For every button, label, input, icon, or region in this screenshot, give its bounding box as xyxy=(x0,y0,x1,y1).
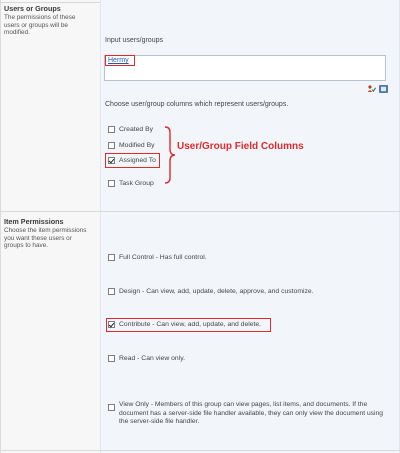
task-group-checkbox[interactable] xyxy=(108,180,115,187)
created-by-label: Created By xyxy=(119,126,154,133)
permission-full-control[interactable] xyxy=(108,254,207,261)
read-checkbox[interactable] xyxy=(108,355,115,362)
annotation-brace xyxy=(164,126,176,186)
permissions-section-description: Choose the item permissions you want these users or groups to have. xyxy=(4,227,87,250)
bottom-divider xyxy=(0,450,400,451)
column-option-task-group[interactable] xyxy=(108,180,154,187)
task-group-label: Task Group xyxy=(119,180,154,187)
top-divider xyxy=(0,2,100,3)
permissions-section-title: Item Permissions xyxy=(4,217,64,226)
people-picker-tools xyxy=(367,84,388,93)
users-section-title: Users or Groups xyxy=(4,4,61,13)
full-control-checkbox[interactable] xyxy=(108,254,115,261)
resolved-user-token[interactable] xyxy=(105,55,135,66)
view-only-checkbox[interactable] xyxy=(108,404,115,411)
permission-design[interactable] xyxy=(108,288,314,295)
permission-contribute[interactable] xyxy=(108,321,261,328)
column-option-modified-by[interactable] xyxy=(108,142,155,149)
permission-read[interactable] xyxy=(108,355,185,362)
section-divider xyxy=(0,211,400,212)
people-picker-input[interactable] xyxy=(104,55,386,81)
field-columns-annotation: User/Group Field Columns xyxy=(177,141,304,152)
column-option-assigned-to[interactable] xyxy=(108,157,156,164)
columns-label: Choose user/group columns which represent users/groups. xyxy=(105,101,289,108)
contribute-checkbox[interactable] xyxy=(108,321,115,328)
check-names-icon[interactable] xyxy=(367,85,376,93)
contribute-label: Contribute - Can view, add, update, and delete. xyxy=(119,321,262,328)
full-control-label: Full Control - Has full control. xyxy=(119,254,207,261)
resolved-user-name[interactable]: Hermy xyxy=(108,57,129,64)
column-option-created-by[interactable] xyxy=(108,126,153,133)
users-section-description: The permissions of these users or groups will be modified. xyxy=(4,14,76,37)
assigned-to-checkbox[interactable] xyxy=(108,157,115,164)
input-users-label: Input users/groups xyxy=(105,37,163,44)
browse-address-book-icon[interactable] xyxy=(379,85,388,93)
created-by-checkbox[interactable] xyxy=(108,126,115,133)
design-checkbox[interactable] xyxy=(108,288,115,295)
read-label: Read - Can view only. xyxy=(119,355,185,362)
modified-by-checkbox[interactable] xyxy=(108,142,115,149)
design-label: Design - Can view, add, update, delete, approve, and customize. xyxy=(119,288,314,295)
view-only-label: View Only - Members of this group can view pages, list items, and documents. If the document has a server-side file handler available, they can only view the document using the server-side file handler. xyxy=(119,401,383,426)
modified-by-label: Modified By xyxy=(119,142,155,149)
assigned-to-label: Assigned To xyxy=(119,157,156,164)
